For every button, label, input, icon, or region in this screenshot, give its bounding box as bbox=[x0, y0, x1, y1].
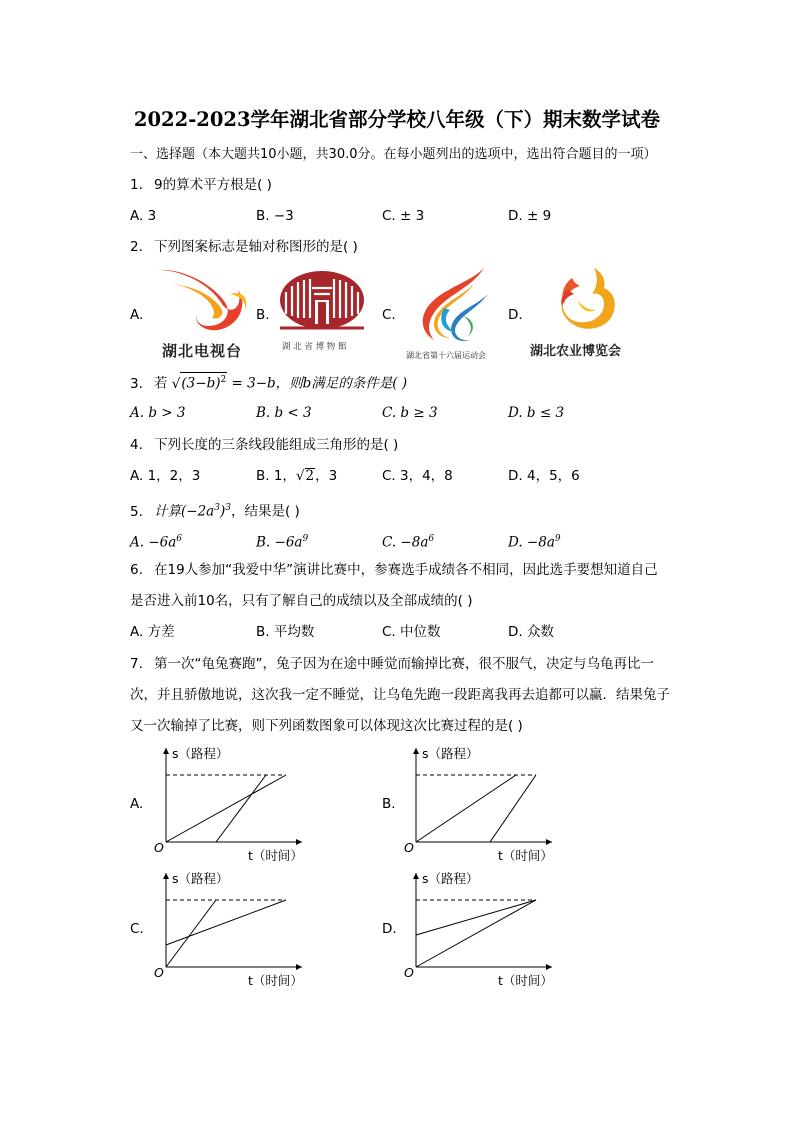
option-a-base: A. −6a bbox=[130, 534, 177, 551]
origin-label: O bbox=[154, 840, 164, 855]
question-4 bbox=[130, 436, 398, 454]
logo-hubei-museum bbox=[276, 270, 368, 362]
option-d: D. 众数 bbox=[508, 624, 554, 640]
question-text-post: ，结果是( ) bbox=[230, 503, 300, 520]
question-number: 2. bbox=[130, 239, 143, 255]
question-1 bbox=[130, 176, 272, 194]
option-b-base: B. −6a bbox=[256, 534, 303, 551]
question-text: 9的算术平方根是( ) bbox=[154, 177, 272, 193]
exam-title: 2022-2023学年湖北省部分学校八年级（下）期末数学试卷 bbox=[133, 108, 661, 131]
graph-c bbox=[150, 867, 310, 993]
origin-label: O bbox=[404, 965, 414, 980]
origin-label: O bbox=[154, 965, 164, 980]
question-7-line2: 次，并且骄傲地说，这次我一定不睡觉，让乌龟先跑一段距离我再去追都可以赢．结果兔子 bbox=[130, 687, 670, 703]
option-d-exp: 9 bbox=[554, 534, 561, 544]
option-c-base: C. −8a bbox=[382, 534, 429, 551]
option-b: B. b < 3 bbox=[256, 405, 312, 421]
question-5: 5. 计算$(-2a^3)^3$，结果是( ) bbox=[130, 503, 300, 520]
option-a: A. 3 bbox=[130, 208, 157, 224]
question-7 bbox=[130, 655, 654, 673]
option-d bbox=[508, 530, 561, 552]
x-axis-label: t（时间） bbox=[498, 848, 553, 863]
y-axis-label: s（路程） bbox=[172, 746, 229, 761]
question-3 bbox=[130, 372, 407, 393]
question-2 bbox=[130, 238, 358, 256]
radical: $√(3-b)^2$ bbox=[172, 376, 227, 392]
museum-building-icon bbox=[276, 270, 368, 336]
option-b-exp: 9 bbox=[302, 534, 309, 544]
question-text: 在19人参加“我爱中华”演讲比赛中，参赛选手成绩各不相同，因此选手要想知道自己 bbox=[154, 562, 658, 578]
option-a: A. bbox=[130, 796, 144, 812]
option-b: B. bbox=[382, 796, 396, 812]
question-7-line3: 又一次输掉了比赛，则下列函数图象可以体现这次比赛过程的是( ) bbox=[130, 718, 523, 734]
x-axis-label: t（时间） bbox=[498, 973, 553, 988]
option-d: D. bbox=[382, 921, 397, 937]
sports-swirl-icon bbox=[404, 264, 500, 348]
option-d: D. bbox=[508, 307, 523, 323]
option-b bbox=[256, 530, 308, 552]
question-number: 1. bbox=[130, 177, 143, 193]
option-b: B. bbox=[256, 307, 270, 323]
y-axis-label: s（路程） bbox=[422, 871, 479, 886]
phoenix-icon bbox=[528, 264, 638, 336]
logo-text: 湖北省第十六届运动会 bbox=[406, 351, 486, 360]
question-number: 4. bbox=[130, 437, 143, 453]
option-c bbox=[382, 530, 434, 552]
question-text-pre: 计算(−2a bbox=[154, 503, 215, 520]
x-axis-label: t（时间） bbox=[248, 848, 303, 863]
option-a: A. b > 3 bbox=[130, 405, 186, 421]
question-text: 下列长度的三条线段能组成三角形的是( ) bbox=[154, 437, 399, 453]
option-b: B. 平均数 bbox=[256, 624, 315, 640]
option-d: D. ± 9 bbox=[508, 208, 552, 224]
question-text-pre: 若 bbox=[154, 375, 168, 392]
option-b: B. −3 bbox=[256, 208, 294, 224]
radicand: (3−b) bbox=[181, 375, 221, 392]
option-c-exp: 6 bbox=[428, 534, 435, 544]
option-c: C. bbox=[130, 921, 144, 937]
option-c: C. ± 3 bbox=[382, 208, 425, 224]
option-d-base: D. −8a bbox=[508, 534, 555, 551]
option-c: C. 中位数 bbox=[382, 624, 441, 640]
y-axis-label: s（路程） bbox=[172, 871, 229, 886]
logo-games bbox=[404, 264, 500, 364]
question-text-post: = 3−b，则b满足的条件是( ) bbox=[231, 375, 408, 392]
graph-a bbox=[150, 742, 310, 868]
logo-text: 湖 北 省 博 物 館 bbox=[282, 342, 347, 352]
question-number: 3. bbox=[130, 375, 143, 392]
x-axis-label: t（时间） bbox=[248, 973, 303, 988]
option-a: A. 方差 bbox=[130, 624, 175, 640]
option-c: C. b ≥ 3 bbox=[382, 405, 438, 421]
option-a: A. bbox=[130, 307, 144, 323]
flame-swirl-icon bbox=[152, 264, 252, 334]
option-d: D. 4，5，6 bbox=[508, 468, 580, 484]
option-b-post: ，3 bbox=[315, 468, 338, 484]
graph-b bbox=[400, 742, 560, 868]
origin-label: O bbox=[404, 840, 414, 855]
radicand: 2 bbox=[305, 468, 315, 484]
graph-d bbox=[400, 867, 560, 993]
option-d: D. b ≤ 3 bbox=[508, 405, 565, 421]
question-text: 下列图案标志是轴对称图形的是( ) bbox=[154, 239, 358, 255]
logo-agri-expo bbox=[528, 264, 638, 360]
question-6-line2: 是否进入前10名，只有了解自己的成绩以及全部成绩的( ) bbox=[130, 593, 473, 609]
section-heading: 一、选择题（本大题共10小题，共30.0分。在每小题列出的选项中，选出符合题目的一项） bbox=[130, 147, 657, 162]
option-a: A. 1，2，3 bbox=[130, 468, 201, 484]
y-axis-label: s（路程） bbox=[422, 746, 479, 761]
option-b-pre: B. 1， bbox=[256, 468, 296, 484]
logo-hubei-tv bbox=[152, 264, 252, 364]
logo-text: 湖北农业博览会 bbox=[530, 344, 622, 359]
option-a-exp: 6 bbox=[176, 534, 183, 544]
question-6 bbox=[130, 561, 658, 579]
question-number: 5. bbox=[130, 503, 143, 520]
question-number: 7. bbox=[130, 656, 143, 672]
option-c: C. 3，4，8 bbox=[382, 468, 453, 484]
option-b: B. 1，√2，3 bbox=[256, 468, 338, 484]
logo-text: 湖北电视台 bbox=[162, 342, 243, 360]
question-number: 6. bbox=[130, 562, 143, 578]
question-text: 第一次“龟兔赛跑”，兔子因为在途中睡觉而输掉比赛，很不服气，决定与乌龟再比一 bbox=[154, 656, 654, 672]
option-a bbox=[130, 530, 182, 552]
option-c: C. bbox=[382, 307, 396, 323]
